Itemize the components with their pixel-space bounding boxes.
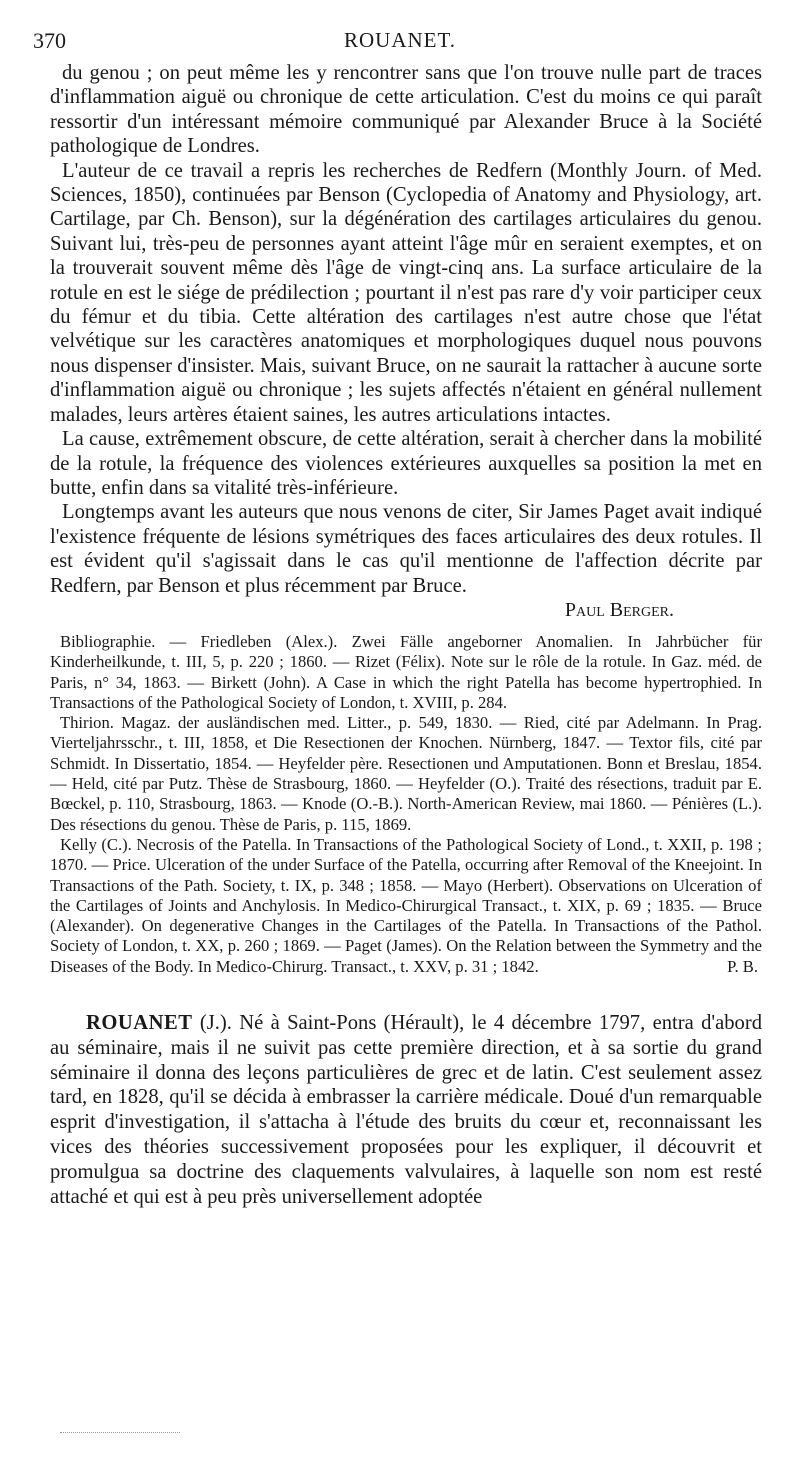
bibliography-signoff: P. B.	[727, 956, 758, 976]
page-bottom-rule	[60, 1432, 180, 1433]
bibliography-paragraph-1: Bibliographie. — Friedleben (Alex.). Zwei Fälle angeborner Anomalien. In Jahrbücher für Kinderheilkunde, t. III, 5, p. 220 ; 1860. — Rizet (Félix). Note sur le rôle de la rotule. In Gaz. méd. de Paris, n° 34, 1863. — Birkett (John). A Case in which the right Patella has become hypertrophied. In Transactions of the Pathological Society of London, t. XVIII, p. 284.	[50, 631, 762, 712]
entry-paragraph	[50, 1011, 762, 1209]
entry-headword: ROUANET	[86, 1011, 193, 1034]
bibliography-paragraph-3	[50, 835, 762, 977]
biographical-entry	[50, 1011, 762, 1209]
page-header	[30, 28, 770, 58]
article-paragraph-2: L'auteur de ce travail a repris les recherches de Redfern (Monthly Journ. of Med. Sciences, 1850), continuées par Benson (Cyclopedia of Anatomy and Physiology, art. Cartilage, par Ch. Benson), sur la dégénération des cartilages articulaires du genou. Suivant lui, très-peu de personnes ayant atteint l'âge mûr en seraient exemptes, et on la trouverait souvent même dès l'âge de vingt-cinq ans. La surface articulaire de la rotule en est le siége de prédilection ; pourtant il n'est pas rare d'y voir participer ceux du fémur et du tibia. Cette altération des cartilages n'est autre chose que l'état velvétique sur les caractères anatomiques et morphologiques duquel nous pouvons nous dispenser d'insister. Mais, suivant Bruce, on ne saurait la rattacher à aucune sorte d'inflammation aiguë ou chronique ; les sujets affectés n'étaient en général nullement malades, leurs artères étaient saines, les autres articulations intactes.	[50, 159, 762, 426]
page-number: 370	[33, 28, 66, 53]
article-paragraph-4: Longtemps avant les auteurs que nous venons de citer, Sir James Paget avait indiqué l'existence fréquente de lésions symétriques des faces articulaires des deux rotules. Il est évident qu'il s'agissait dans le cas qu'il mentionne de l'affection décrite par Redfern, par Benson et plus récemment par Bruce.	[50, 501, 762, 597]
article-paragraph-3: La cause, extrêmement obscure, de cette altération, serait à chercher dans la mobilité de la rotule, la fréquence des violences extérieures auxquelles sa position la met en butte, enfin dans sa vitalité très-inférieure.	[50, 428, 762, 499]
author-signature: Paul Berger.	[564, 598, 674, 621]
article-section	[50, 61, 762, 622]
bibliography-paragraph-2: Thirion. Magaz. der ausländischen med. Litter., p. 549, 1830. — Ried, cité par Adelmann. In Prag. Vierteljahrsschr., t. III, 1858, et Die Resectionen der Knochen. Nürnberg, 1847. — Textor fils, cité par Schmidt. In Dissertatio, 1854. — Heyfelder père. Resectionen und Amputationen. Bonn et Breslau, 1854. — Held, cité par Putz. Thèse de Strasbourg, 1860. — Heyfelder (O.). Traité des résections, traduit par E. Bœckel, p. 110, Strasbourg, 1863. — Knode (O.-B.). North-American Review, mai 1860. — Pénières (L.). Des résections du genou. Thèse de Paris, p. 115, 1869.	[50, 713, 762, 834]
bibliography-section	[50, 632, 762, 977]
page-body	[50, 61, 762, 1209]
running-head: ROUANET.	[343, 28, 456, 52]
article-paragraph-1: du genou ; on peut même les y rencontrer sans que l'on trouve nulle part de traces d'inflammation aiguë ou chronique de cette articulation. C'est du moins ce qui paraît ressortir d'un intéressant mémoire communiqué par Alexander Bruce à la Société pathologique de Londres.	[50, 62, 762, 158]
bibliography-paragraph-3-text: Kelly (C.). Necrosis of the Patella. In Transactions of the Pathological Society of Lond., t. XXII, p. 198 ; 1870. — Price. Ulceration of the under Surface of the Patella, occurring after Removal of the Kneejoint. In Transactions of the Path. Society, t. IX, p. 348 ; 1858. — Mayo (Herbert). Observations on Ulceration of the Cartilages of Joints and Anchylosis. In Medico-Chirurgical Transact., t. XIX, p. 69 ; 1835. — Bruce (Alexander). On degenerative Changes in the Cartilages of the Patella. In Transactions of the Pathol. Society of London, t. XX, p. 260 ; 1869. — Paget (James). On the Relation between the Symmetry and the Diseases of the Body. In Medico-Chirurg. Transact., t. XXV, p. 31 ; 1842.	[50, 834, 762, 976]
entry-text: (J.). Né à Saint-Pons (Hérault), le 4 décembre 1797, entra d'abord au séminaire, mais il ne suivit pas cette première direction, et à sa sortie du grand séminaire il donna des leçons particulières de grec et de latin. C'est seulement assez tard, en 1828, qu'il se décida à embrasser la carrière médicale. Doué d'un remarquable esprit d'investigation, il s'attacha à l'étude des bruits du cœur et, reconnaissant les vices des théories successivement proposées pour les expliquer, il découvrit et promulgua sa doctrine des claquements valvulaires, à laquelle son nom est resté attaché et qui est à peu près universellement adoptée	[50, 1011, 762, 1208]
